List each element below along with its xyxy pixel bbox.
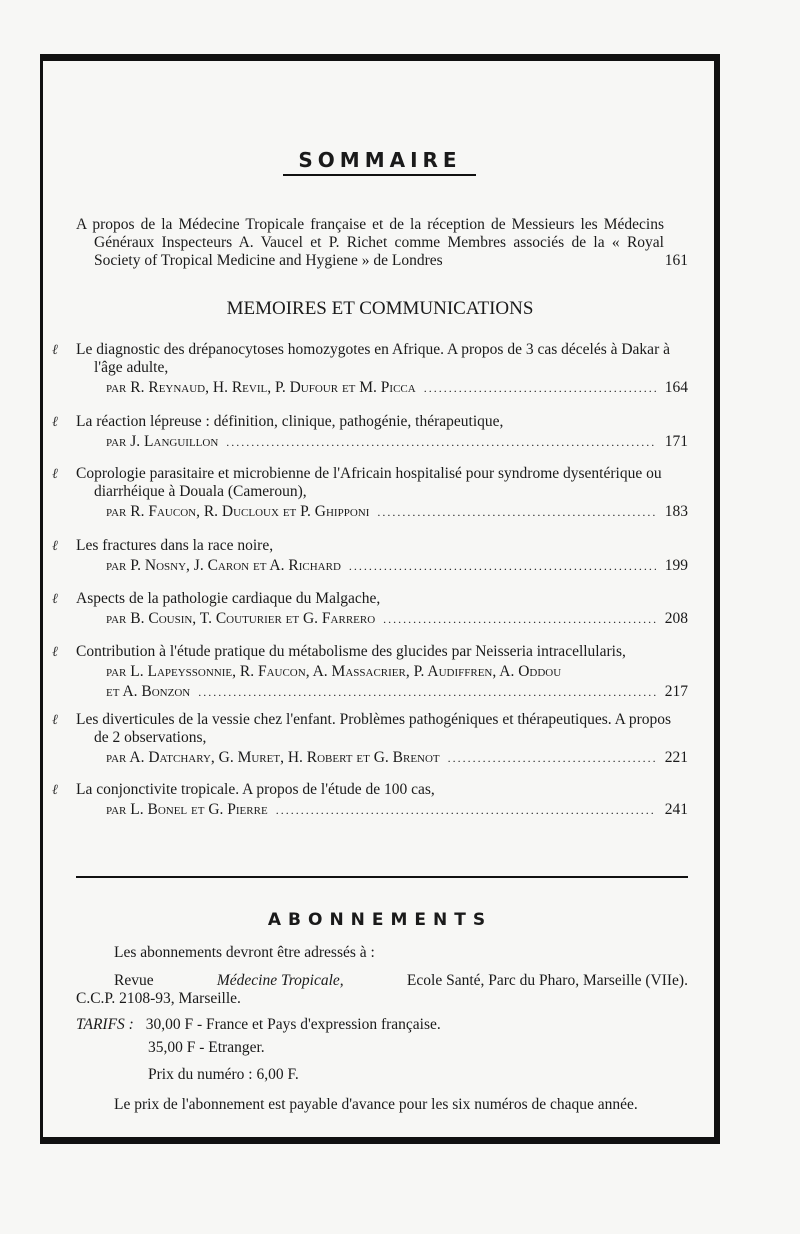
entry-title: Aspects de la pathologie cardiaque du Malgache, [76,590,381,607]
intro-page: 161 [664,252,688,269]
dot-leader [349,557,656,575]
toc-entry [76,341,688,397]
handwritten-mark: ℓ [52,538,58,554]
tariffs [76,1016,688,1034]
toc-entry [76,537,688,575]
tariff-foreign: 35,00 F - Etranger. [148,1039,265,1056]
toc-entry [76,711,688,767]
toc-entry [76,465,688,521]
dot-leader [377,503,656,521]
tariffs-label: TARIFS : [76,1016,134,1033]
dot-leader [383,610,656,628]
section-divider [76,876,688,878]
dot-leader [198,683,656,701]
entry-page: 217 [664,683,688,700]
entry-page: 241 [664,801,688,818]
entry-authors-line-1 [76,663,688,681]
ccp-line: C.C.P. 2108-93, Marseille. [76,990,241,1007]
entry-authors-line [76,503,688,521]
entry-title: Contribution à l'étude pratique du métabolisme des glucides par Neisseria intracellularis, [76,643,626,660]
toc-entry [76,413,688,451]
journal-name: Médecine Tropicale, [216,972,344,989]
entry-title: Les diverticules de la vessie chez l'enfant. Problèmes pathogéniques et thérapeutiques. A propos de 2 observations, [76,711,672,746]
issue-price: Prix du numéro : 6,00 F. [148,1066,299,1083]
toc-entry [76,590,688,628]
entry-authors: par B. Cousin, T. Couturier et G. Farrero [106,610,376,627]
toc-entry [76,781,688,819]
entry-authors: par L. Lapeyssonnie, R. Faucon, A. Massacrier, P. Audiffren, A. Oddou [106,663,562,680]
dot-leader [448,749,656,767]
entry-authors: et A. Bonzon [106,683,191,700]
address-rest: Ecole Santé, Parc du Pharo, Marseille (VIIe). [406,972,688,989]
entry-page: 171 [664,433,688,450]
handwritten-mark: ℓ [52,414,58,430]
entry-page: 208 [664,610,688,627]
entry-authors-line [76,557,688,575]
handwritten-mark: ℓ [52,591,58,607]
toc-entry [76,643,688,701]
entry-authors-line [76,749,688,767]
entry-authors: par L. Bonel et G. Pierre [106,801,268,818]
entry-title: La réaction lépreuse : définition, clinique, pathogénie, thérapeutique, [76,413,504,430]
handwritten-mark: ℓ [52,466,58,482]
section-heading: MEMOIRES ET COMMUNICATIONS [226,298,534,319]
entry-title: La conjonctivite tropicale. A propos de l'étude de 100 cas, [76,781,435,798]
entry-title: Le diagnostic des drépanocytoses homozygotes en Afrique. A propos de 3 cas décelés à Dakar à l'âge adulte, [76,341,670,376]
payment-note: Le prix de l'abonnement est payable d'avance pour les six numéros de chaque année. [114,1096,638,1113]
entry-authors: par A. Datchary, G. Muret, H. Robert et G. Brenot [106,749,440,766]
entry-authors: par R. Faucon, R. Ducloux et P. Ghipponi [106,503,370,520]
entry-authors-line [76,801,688,819]
entry-authors: par R. Reynaud, H. Revil, P. Dufour et M. Picca [106,379,416,396]
tariff-france: 30,00 F - France et Pays d'expression française. [145,1016,441,1033]
handwritten-mark: ℓ [52,342,58,358]
entry-authors-line [76,610,688,628]
entry-title: Les fractures dans la race noire, [76,537,274,554]
entry-page: 199 [664,557,688,574]
entry-authors-line [76,683,688,701]
handwritten-mark: ℓ [52,712,58,728]
intro-entry [76,216,688,270]
intro-text: A propos de la Médecine Tropicale française et de la réception de Messieurs les Médecins Généraux Inspecteurs A. Vaucel et P. Richet comme Membres associés de la « Royal Society of Tropical Medicine and Hygiene » de Londres [76,216,664,269]
entry-authors-line [76,379,688,397]
dot-leader [276,801,656,819]
entry-page: 221 [664,749,688,766]
entry-page: 183 [664,503,688,520]
address-lead: Revue [114,972,154,989]
subscriptions-title: ABONNEMENTS [267,910,493,930]
entry-authors: par J. Languillon [106,433,219,450]
dot-leader [424,379,656,397]
title-underline [283,174,476,176]
entry-authors-line [76,433,688,451]
subscriptions-address [76,972,688,1008]
subscriptions-intro: Les abonnements devront être adressés à : [114,944,375,961]
entry-page: 164 [664,379,688,396]
handwritten-mark: ℓ [52,782,58,798]
page-title: SOMMAIRE [298,148,462,172]
handwritten-mark: ℓ [52,644,58,660]
entry-authors: par P. Nosny, J. Caron et A. Richard [106,557,341,574]
dot-leader [226,433,656,451]
entry-title: Coprologie parasitaire et microbienne de l'Africain hospitalisé pour syndrome dysentérique ou diarrhéique à Douala (Cameroun), [76,465,662,500]
